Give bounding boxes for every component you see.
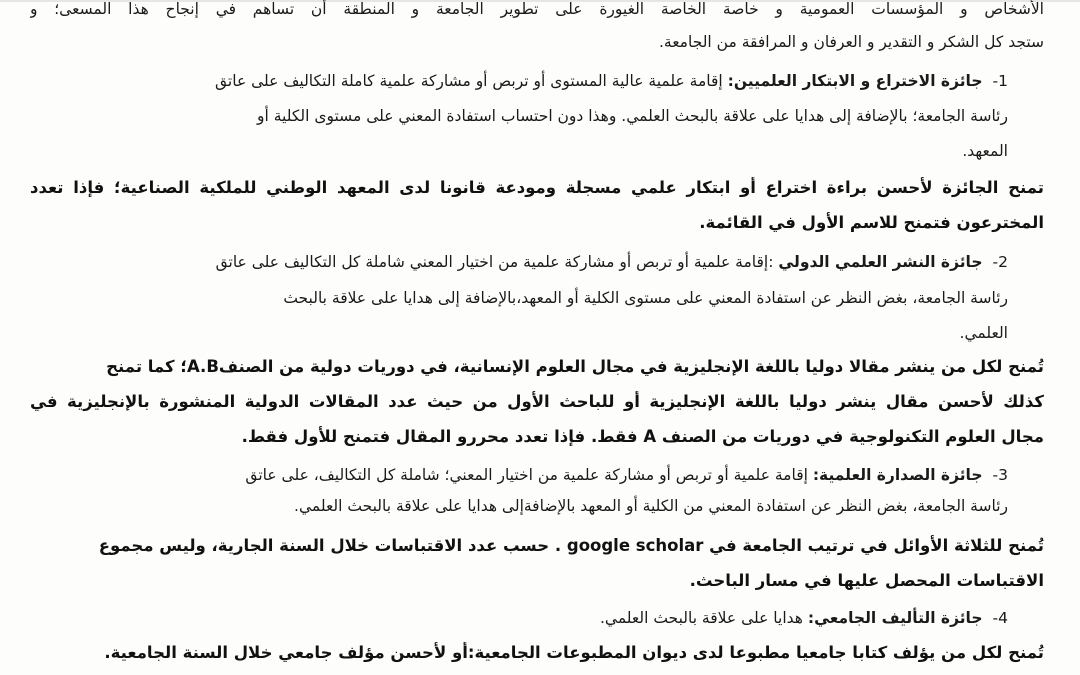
prize-3-number: 3- <box>992 466 1008 484</box>
prize-4-number: 4- <box>992 609 1008 627</box>
prize-2-line-3: العلمي. <box>959 324 1008 342</box>
prize-2-heading-line <box>30 251 1008 273</box>
prize-2-award-category: A.B <box>186 357 219 376</box>
prize-2-award-text-a: تُمنح لكل من ينشر مقالا دوليا باللغة الإنجليزية في مجال العلوم الإنسانية، في دوريات دولية من الصنف <box>218 357 1044 376</box>
prize-2-line-2: رئاسة الجامعة، بغض النظر عن استفادة المعني على مستوى الكلية أو المعهد،بالإضافة إلى هدايا على علاقة بالبحث <box>283 289 1008 307</box>
prize-1-heading-line <box>30 70 1008 92</box>
prize-2-text: :إقامة علمية أو تربص أو مشاركة علمية من اختيار المعني شاملة كل التكاليف على عاتق <box>215 253 774 271</box>
prize-3-text: إقامة علمية أو تربص أو مشاركة علمية من اختيار المعني؛ شاملة كل التكاليف، على عاتق <box>245 466 808 484</box>
prize-4-award-line-1: تُمنح لكل من يؤلف كتابا جامعيا مطبوعا لدى ديوان المطبوعات الجامعية:أو لأحسن مؤلف جامعي خلال السنة الجامعية. <box>104 643 1044 662</box>
prize-1-award-line-1: تمنح الجائزة لأحسن براءة اختراع أو ابتكار علمي مسجلة ومودعة قانونا لدى المعهد الوطني للملكية الصناعية؛ فإذا تعدد <box>30 178 1044 197</box>
prize-1-text: إقامة علمية عالية المستوى أو تربص أو مشاركة علمية كاملة التكاليف على عاتق <box>214 72 723 90</box>
prize-3-award-text-c: . حسب عدد الاقتباسات خلال السنة الجارية، وليس مجموع <box>98 536 562 555</box>
prize-3-award-line-2: الاقتباسات المحصل عليها في مسار الباحث. <box>689 571 1044 590</box>
prize-2-award-line-1 <box>30 356 1044 378</box>
prize-2-award-line-3 <box>30 426 1044 448</box>
prize-2-award3-category: A <box>643 427 657 446</box>
prize-2-award-line-2: كذلك لأحسن مقال ينشر دوليا باللغة الإنجليزية أو للباحث الأول من حيث عدد المقالات الدولية المنشورة بالإنجليزية في <box>30 392 1044 411</box>
intro-line-2: ستجد كل الشكر و التقدير و العرفان و المرافقة من الجامعة. <box>658 33 1044 51</box>
prize-2-award-text-c: ؛ كما تمنح <box>106 357 187 376</box>
intro-line-1: الأشخاص و المؤسسات العمومية و خاصة الخاصة الغيورة على تطوير الجامعة و المنطقة أن تساهم في إنجاح هذا المسعى؛ و <box>30 0 1044 18</box>
prize-2-award3-text-a: مجال العلوم التكنولوجية في دوريات من الصنف <box>661 427 1044 446</box>
prize-3-award-text-a: تُمنح للثلاثة الأوائل في ترتيب الجامعة في <box>709 536 1044 555</box>
prize-3-award-google-scholar: google scholar <box>566 536 704 555</box>
prize-3-heading-line <box>30 464 1008 486</box>
prize-1-number: 1- <box>992 72 1008 90</box>
prize-2-number: 2- <box>992 253 1008 271</box>
prize-1-award-line-2: المخترعون فتمنح للاسم الأول في القائمة. <box>699 213 1044 232</box>
prize-2-award3-text-c: فقط. فإذا تعدد محررو المقال فتمنح للأول فقط. <box>241 427 638 446</box>
prize-3-award-line-1 <box>30 535 1044 557</box>
prize-3-title: جائزة الصدارة العلمية: <box>812 466 983 484</box>
prize-1-title: جائزة الاختراع و الابتكار العلميين: <box>727 72 983 90</box>
prize-1-line-3: المعهد. <box>962 142 1008 160</box>
prize-2-title: جائزة النشر العلمي الدولي <box>778 253 983 271</box>
prize-4-title: جائزة التأليف الجامعي: <box>807 609 983 627</box>
prize-1-line-2: رئاسة الجامعة؛ بالإضافة إلى هدايا على علاقة بالبحث العلمي. وهذا دون احتساب استفادة المعني على مستوى الكلية أو <box>256 107 1008 125</box>
prize-4-heading-line <box>30 607 1008 629</box>
prize-4-text: هدايا على علاقة بالبحث العلمي. <box>599 609 803 627</box>
prize-3-line-2: رئاسة الجامعة، بغض النظر عن استفادة المعني من الكلية أو المعهد بالإضافةإلى هدايا على علاقة بالبحث العلمي. <box>294 497 1008 515</box>
